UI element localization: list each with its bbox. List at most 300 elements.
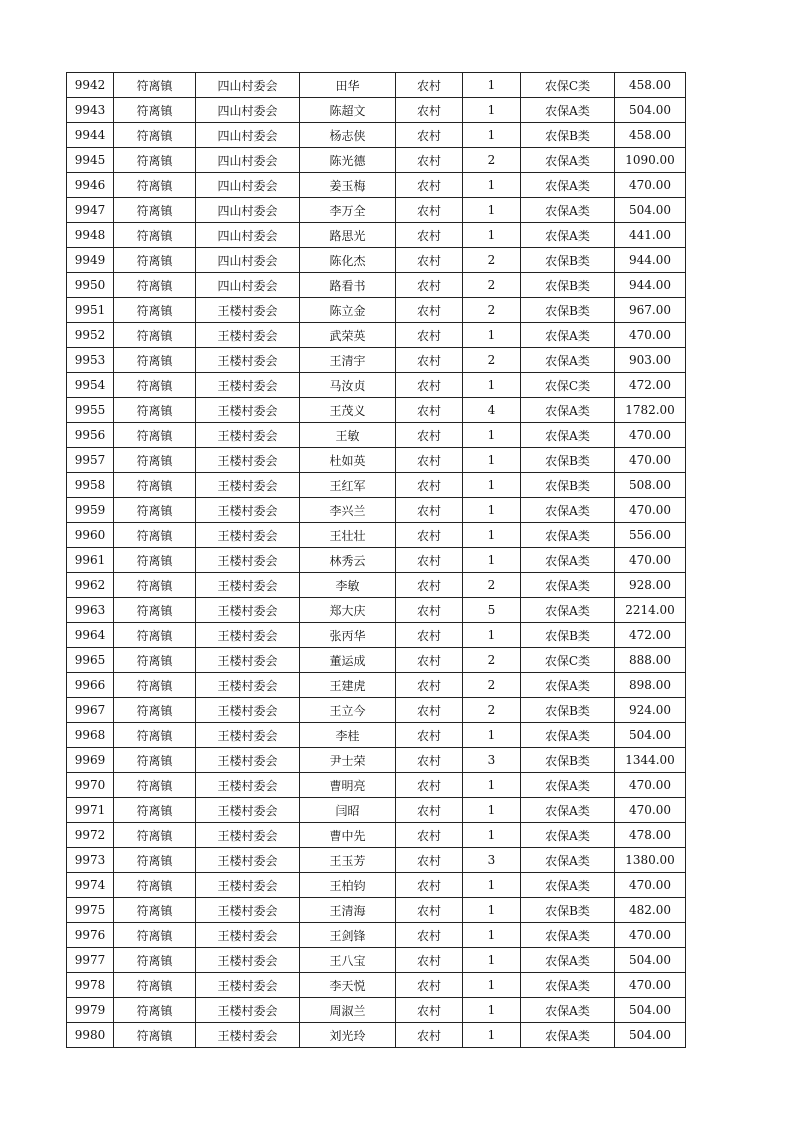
member-count-cell: 1 bbox=[463, 823, 521, 848]
town-cell: 符离镇 bbox=[114, 598, 196, 623]
category-cell: 农保A类 bbox=[521, 823, 615, 848]
village-cell: 王楼村委会 bbox=[196, 623, 300, 648]
village-cell: 王楼村委会 bbox=[196, 298, 300, 323]
table-row bbox=[67, 923, 686, 948]
member-count-cell: 1 bbox=[463, 898, 521, 923]
row-number-cell: 9967 bbox=[67, 698, 114, 723]
town-cell: 符离镇 bbox=[114, 723, 196, 748]
row-number-cell: 9952 bbox=[67, 323, 114, 348]
table-row bbox=[67, 623, 686, 648]
village-cell: 王楼村委会 bbox=[196, 773, 300, 798]
amount-cell: 458.00 bbox=[615, 73, 686, 98]
town-cell: 符离镇 bbox=[114, 848, 196, 873]
village-cell: 王楼村委会 bbox=[196, 473, 300, 498]
table-row bbox=[67, 98, 686, 123]
row-number-cell: 9971 bbox=[67, 798, 114, 823]
household-type-cell: 农村 bbox=[396, 448, 463, 473]
household-type-cell: 农村 bbox=[396, 998, 463, 1023]
row-number-cell: 9945 bbox=[67, 148, 114, 173]
village-cell: 四山村委会 bbox=[196, 223, 300, 248]
town-cell: 符离镇 bbox=[114, 673, 196, 698]
household-type-cell: 农村 bbox=[396, 773, 463, 798]
row-number-cell: 9972 bbox=[67, 823, 114, 848]
table-row bbox=[67, 723, 686, 748]
amount-cell: 504.00 bbox=[615, 723, 686, 748]
village-cell: 四山村委会 bbox=[196, 173, 300, 198]
amount-cell: 504.00 bbox=[615, 948, 686, 973]
category-cell: 农保A类 bbox=[521, 573, 615, 598]
name-cell: 陈化杰 bbox=[300, 248, 396, 273]
table-row bbox=[67, 548, 686, 573]
category-cell: 农保A类 bbox=[521, 873, 615, 898]
town-cell: 符离镇 bbox=[114, 573, 196, 598]
town-cell: 符离镇 bbox=[114, 423, 196, 448]
category-cell: 农保B类 bbox=[521, 123, 615, 148]
member-count-cell: 2 bbox=[463, 348, 521, 373]
town-cell: 符离镇 bbox=[114, 873, 196, 898]
category-cell: 农保A类 bbox=[521, 498, 615, 523]
row-number-cell: 9957 bbox=[67, 448, 114, 473]
village-cell: 王楼村委会 bbox=[196, 523, 300, 548]
category-cell: 农保A类 bbox=[521, 223, 615, 248]
member-count-cell: 1 bbox=[463, 923, 521, 948]
amount-cell: 470.00 bbox=[615, 798, 686, 823]
row-number-cell: 9958 bbox=[67, 473, 114, 498]
town-cell: 符离镇 bbox=[114, 923, 196, 948]
table-row bbox=[67, 348, 686, 373]
row-number-cell: 9948 bbox=[67, 223, 114, 248]
category-cell: 农保B类 bbox=[521, 298, 615, 323]
member-count-cell: 2 bbox=[463, 648, 521, 673]
household-type-cell: 农村 bbox=[396, 723, 463, 748]
name-cell: 闫昭 bbox=[300, 798, 396, 823]
town-cell: 符离镇 bbox=[114, 998, 196, 1023]
town-cell: 符离镇 bbox=[114, 348, 196, 373]
name-cell: 田华 bbox=[300, 73, 396, 98]
category-cell: 农保A类 bbox=[521, 773, 615, 798]
table-row bbox=[67, 148, 686, 173]
village-cell: 王楼村委会 bbox=[196, 748, 300, 773]
village-cell: 王楼村委会 bbox=[196, 698, 300, 723]
name-cell: 周淑兰 bbox=[300, 998, 396, 1023]
table-row bbox=[67, 1023, 686, 1048]
row-number-cell: 9942 bbox=[67, 73, 114, 98]
member-count-cell: 1 bbox=[463, 548, 521, 573]
village-cell: 王楼村委会 bbox=[196, 398, 300, 423]
amount-cell: 1782.00 bbox=[615, 398, 686, 423]
name-cell: 陈超文 bbox=[300, 98, 396, 123]
row-number-cell: 9979 bbox=[67, 998, 114, 1023]
village-cell: 四山村委会 bbox=[196, 73, 300, 98]
member-count-cell: 2 bbox=[463, 573, 521, 598]
village-cell: 王楼村委会 bbox=[196, 898, 300, 923]
row-number-cell: 9954 bbox=[67, 373, 114, 398]
row-number-cell: 9959 bbox=[67, 498, 114, 523]
town-cell: 符离镇 bbox=[114, 73, 196, 98]
village-cell: 王楼村委会 bbox=[196, 948, 300, 973]
town-cell: 符离镇 bbox=[114, 1023, 196, 1048]
member-count-cell: 1 bbox=[463, 723, 521, 748]
name-cell: 曹中先 bbox=[300, 823, 396, 848]
name-cell: 李兴兰 bbox=[300, 498, 396, 523]
row-number-cell: 9980 bbox=[67, 1023, 114, 1048]
row-number-cell: 9947 bbox=[67, 198, 114, 223]
village-cell: 四山村委会 bbox=[196, 98, 300, 123]
town-cell: 符离镇 bbox=[114, 323, 196, 348]
category-cell: 农保A类 bbox=[521, 723, 615, 748]
amount-cell: 2214.00 bbox=[615, 598, 686, 623]
town-cell: 符离镇 bbox=[114, 898, 196, 923]
category-cell: 农保A类 bbox=[521, 1023, 615, 1048]
household-type-cell: 农村 bbox=[396, 123, 463, 148]
name-cell: 王清海 bbox=[300, 898, 396, 923]
town-cell: 符离镇 bbox=[114, 523, 196, 548]
row-number-cell: 9978 bbox=[67, 973, 114, 998]
village-cell: 四山村委会 bbox=[196, 148, 300, 173]
household-type-cell: 农村 bbox=[396, 623, 463, 648]
table-row bbox=[67, 898, 686, 923]
table-row bbox=[67, 998, 686, 1023]
row-number-cell: 9944 bbox=[67, 123, 114, 148]
member-count-cell: 2 bbox=[463, 698, 521, 723]
village-cell: 王楼村委会 bbox=[196, 598, 300, 623]
table-row bbox=[67, 173, 686, 198]
village-cell: 四山村委会 bbox=[196, 273, 300, 298]
amount-cell: 944.00 bbox=[615, 248, 686, 273]
table-row bbox=[67, 648, 686, 673]
town-cell: 符离镇 bbox=[114, 448, 196, 473]
member-count-cell: 2 bbox=[463, 273, 521, 298]
town-cell: 符离镇 bbox=[114, 798, 196, 823]
category-cell: 农保B类 bbox=[521, 698, 615, 723]
row-number-cell: 9974 bbox=[67, 873, 114, 898]
name-cell: 李桂 bbox=[300, 723, 396, 748]
name-cell: 陈立金 bbox=[300, 298, 396, 323]
category-cell: 农保A类 bbox=[521, 798, 615, 823]
category-cell: 农保A类 bbox=[521, 523, 615, 548]
amount-cell: 470.00 bbox=[615, 873, 686, 898]
town-cell: 符离镇 bbox=[114, 498, 196, 523]
town-cell: 符离镇 bbox=[114, 948, 196, 973]
household-type-cell: 农村 bbox=[396, 73, 463, 98]
household-type-cell: 农村 bbox=[396, 373, 463, 398]
household-type-cell: 农村 bbox=[396, 1023, 463, 1048]
category-cell: 农保B类 bbox=[521, 473, 615, 498]
table-row bbox=[67, 748, 686, 773]
household-type-cell: 农村 bbox=[396, 798, 463, 823]
name-cell: 王八宝 bbox=[300, 948, 396, 973]
name-cell: 尹士荣 bbox=[300, 748, 396, 773]
table-row bbox=[67, 848, 686, 873]
table-row bbox=[67, 798, 686, 823]
category-cell: 农保A类 bbox=[521, 998, 615, 1023]
amount-cell: 888.00 bbox=[615, 648, 686, 673]
row-number-cell: 9970 bbox=[67, 773, 114, 798]
category-cell: 农保A类 bbox=[521, 973, 615, 998]
category-cell: 农保A类 bbox=[521, 848, 615, 873]
name-cell: 马汝贞 bbox=[300, 373, 396, 398]
row-number-cell: 9963 bbox=[67, 598, 114, 623]
name-cell: 姜玉梅 bbox=[300, 173, 396, 198]
amount-cell: 903.00 bbox=[615, 348, 686, 373]
member-count-cell: 1 bbox=[463, 773, 521, 798]
category-cell: 农保C类 bbox=[521, 73, 615, 98]
amount-cell: 504.00 bbox=[615, 98, 686, 123]
category-cell: 农保A类 bbox=[521, 173, 615, 198]
village-cell: 王楼村委会 bbox=[196, 373, 300, 398]
village-cell: 王楼村委会 bbox=[196, 798, 300, 823]
town-cell: 符离镇 bbox=[114, 823, 196, 848]
amount-cell: 504.00 bbox=[615, 1023, 686, 1048]
table-row bbox=[67, 373, 686, 398]
table-row bbox=[67, 223, 686, 248]
village-cell: 四山村委会 bbox=[196, 248, 300, 273]
name-cell: 王玉芳 bbox=[300, 848, 396, 873]
member-count-cell: 1 bbox=[463, 1023, 521, 1048]
table-row bbox=[67, 673, 686, 698]
village-cell: 王楼村委会 bbox=[196, 923, 300, 948]
member-count-cell: 1 bbox=[463, 198, 521, 223]
town-cell: 符离镇 bbox=[114, 98, 196, 123]
amount-cell: 478.00 bbox=[615, 823, 686, 848]
table-row bbox=[67, 273, 686, 298]
category-cell: 农保A类 bbox=[521, 348, 615, 373]
village-cell: 四山村委会 bbox=[196, 123, 300, 148]
household-type-cell: 农村 bbox=[396, 148, 463, 173]
name-cell: 杜如英 bbox=[300, 448, 396, 473]
row-number-cell: 9955 bbox=[67, 398, 114, 423]
member-count-cell: 1 bbox=[463, 998, 521, 1023]
row-number-cell: 9969 bbox=[67, 748, 114, 773]
town-cell: 符离镇 bbox=[114, 123, 196, 148]
amount-cell: 898.00 bbox=[615, 673, 686, 698]
town-cell: 符离镇 bbox=[114, 198, 196, 223]
amount-cell: 1090.00 bbox=[615, 148, 686, 173]
household-type-cell: 农村 bbox=[396, 473, 463, 498]
village-cell: 王楼村委会 bbox=[196, 498, 300, 523]
amount-cell: 504.00 bbox=[615, 998, 686, 1023]
member-count-cell: 3 bbox=[463, 748, 521, 773]
member-count-cell: 4 bbox=[463, 398, 521, 423]
household-type-cell: 农村 bbox=[396, 898, 463, 923]
village-cell: 王楼村委会 bbox=[196, 323, 300, 348]
category-cell: 农保A类 bbox=[521, 948, 615, 973]
village-cell: 王楼村委会 bbox=[196, 423, 300, 448]
row-number-cell: 9961 bbox=[67, 548, 114, 573]
name-cell: 王柏钧 bbox=[300, 873, 396, 898]
table-row bbox=[67, 398, 686, 423]
household-type-cell: 农村 bbox=[396, 98, 463, 123]
village-cell: 王楼村委会 bbox=[196, 823, 300, 848]
category-cell: 农保A类 bbox=[521, 673, 615, 698]
subsidy-table bbox=[66, 72, 686, 1048]
table-row bbox=[67, 823, 686, 848]
row-number-cell: 9973 bbox=[67, 848, 114, 873]
member-count-cell: 1 bbox=[463, 948, 521, 973]
village-cell: 王楼村委会 bbox=[196, 973, 300, 998]
name-cell: 张丙华 bbox=[300, 623, 396, 648]
town-cell: 符离镇 bbox=[114, 623, 196, 648]
household-type-cell: 农村 bbox=[396, 198, 463, 223]
name-cell: 王立今 bbox=[300, 698, 396, 723]
household-type-cell: 农村 bbox=[396, 873, 463, 898]
household-type-cell: 农村 bbox=[396, 348, 463, 373]
town-cell: 符离镇 bbox=[114, 973, 196, 998]
village-cell: 王楼村委会 bbox=[196, 1023, 300, 1048]
name-cell: 李万全 bbox=[300, 198, 396, 223]
household-type-cell: 农村 bbox=[396, 973, 463, 998]
row-number-cell: 9966 bbox=[67, 673, 114, 698]
table-row bbox=[67, 423, 686, 448]
table-row bbox=[67, 598, 686, 623]
member-count-cell: 1 bbox=[463, 523, 521, 548]
household-type-cell: 农村 bbox=[396, 298, 463, 323]
name-cell: 路思光 bbox=[300, 223, 396, 248]
row-number-cell: 9975 bbox=[67, 898, 114, 923]
amount-cell: 470.00 bbox=[615, 323, 686, 348]
row-number-cell: 9964 bbox=[67, 623, 114, 648]
category-cell: 农保A类 bbox=[521, 548, 615, 573]
name-cell: 王红军 bbox=[300, 473, 396, 498]
name-cell: 王茂义 bbox=[300, 398, 396, 423]
row-number-cell: 9946 bbox=[67, 173, 114, 198]
village-cell: 王楼村委会 bbox=[196, 548, 300, 573]
name-cell: 王壮壮 bbox=[300, 523, 396, 548]
village-cell: 王楼村委会 bbox=[196, 998, 300, 1023]
category-cell: 农保A类 bbox=[521, 98, 615, 123]
name-cell: 林秀云 bbox=[300, 548, 396, 573]
amount-cell: 470.00 bbox=[615, 448, 686, 473]
category-cell: 农保A类 bbox=[521, 148, 615, 173]
name-cell: 刘光玲 bbox=[300, 1023, 396, 1048]
household-type-cell: 农村 bbox=[396, 248, 463, 273]
category-cell: 农保B类 bbox=[521, 248, 615, 273]
category-cell: 农保B类 bbox=[521, 623, 615, 648]
amount-cell: 967.00 bbox=[615, 298, 686, 323]
household-type-cell: 农村 bbox=[396, 573, 463, 598]
amount-cell: 470.00 bbox=[615, 923, 686, 948]
town-cell: 符离镇 bbox=[114, 248, 196, 273]
amount-cell: 470.00 bbox=[615, 498, 686, 523]
town-cell: 符离镇 bbox=[114, 648, 196, 673]
row-number-cell: 9960 bbox=[67, 523, 114, 548]
member-count-cell: 2 bbox=[463, 148, 521, 173]
amount-cell: 924.00 bbox=[615, 698, 686, 723]
row-number-cell: 9976 bbox=[67, 923, 114, 948]
name-cell: 郑大庆 bbox=[300, 598, 396, 623]
household-type-cell: 农村 bbox=[396, 923, 463, 948]
household-type-cell: 农村 bbox=[396, 398, 463, 423]
household-type-cell: 农村 bbox=[396, 598, 463, 623]
town-cell: 符离镇 bbox=[114, 373, 196, 398]
village-cell: 王楼村委会 bbox=[196, 873, 300, 898]
name-cell: 王建虎 bbox=[300, 673, 396, 698]
row-number-cell: 9953 bbox=[67, 348, 114, 373]
table-row bbox=[67, 248, 686, 273]
member-count-cell: 1 bbox=[463, 973, 521, 998]
name-cell: 李敏 bbox=[300, 573, 396, 598]
member-count-cell: 1 bbox=[463, 473, 521, 498]
amount-cell: 944.00 bbox=[615, 273, 686, 298]
amount-cell: 928.00 bbox=[615, 573, 686, 598]
amount-cell: 1344.00 bbox=[615, 748, 686, 773]
category-cell: 农保A类 bbox=[521, 398, 615, 423]
household-type-cell: 农村 bbox=[396, 498, 463, 523]
category-cell: 农保B类 bbox=[521, 448, 615, 473]
amount-cell: 458.00 bbox=[615, 123, 686, 148]
member-count-cell: 2 bbox=[463, 248, 521, 273]
member-count-cell: 2 bbox=[463, 298, 521, 323]
category-cell: 农保B类 bbox=[521, 748, 615, 773]
household-type-cell: 农村 bbox=[396, 223, 463, 248]
household-type-cell: 农村 bbox=[396, 823, 463, 848]
table-row bbox=[67, 473, 686, 498]
name-cell: 武荣英 bbox=[300, 323, 396, 348]
table-row bbox=[67, 298, 686, 323]
town-cell: 符离镇 bbox=[114, 173, 196, 198]
category-cell: 农保A类 bbox=[521, 598, 615, 623]
amount-cell: 1380.00 bbox=[615, 848, 686, 873]
town-cell: 符离镇 bbox=[114, 298, 196, 323]
amount-cell: 508.00 bbox=[615, 473, 686, 498]
member-count-cell: 1 bbox=[463, 98, 521, 123]
category-cell: 农保B类 bbox=[521, 273, 615, 298]
name-cell: 陈光德 bbox=[300, 148, 396, 173]
category-cell: 农保A类 bbox=[521, 423, 615, 448]
member-count-cell: 5 bbox=[463, 598, 521, 623]
table-row bbox=[67, 198, 686, 223]
category-cell: 农保A类 bbox=[521, 198, 615, 223]
village-cell: 四山村委会 bbox=[196, 198, 300, 223]
name-cell: 路看书 bbox=[300, 273, 396, 298]
name-cell: 王剑锋 bbox=[300, 923, 396, 948]
row-number-cell: 9968 bbox=[67, 723, 114, 748]
member-count-cell: 1 bbox=[463, 73, 521, 98]
category-cell: 农保B类 bbox=[521, 898, 615, 923]
household-type-cell: 农村 bbox=[396, 948, 463, 973]
row-number-cell: 9950 bbox=[67, 273, 114, 298]
table-body bbox=[67, 73, 686, 1048]
town-cell: 符离镇 bbox=[114, 148, 196, 173]
town-cell: 符离镇 bbox=[114, 748, 196, 773]
town-cell: 符离镇 bbox=[114, 473, 196, 498]
village-cell: 王楼村委会 bbox=[196, 848, 300, 873]
household-type-cell: 农村 bbox=[396, 173, 463, 198]
amount-cell: 470.00 bbox=[615, 548, 686, 573]
member-count-cell: 1 bbox=[463, 423, 521, 448]
member-count-cell: 1 bbox=[463, 373, 521, 398]
member-count-cell: 1 bbox=[463, 798, 521, 823]
row-number-cell: 9943 bbox=[67, 98, 114, 123]
table-row bbox=[67, 123, 686, 148]
amount-cell: 504.00 bbox=[615, 198, 686, 223]
town-cell: 符离镇 bbox=[114, 773, 196, 798]
member-count-cell: 1 bbox=[463, 123, 521, 148]
household-type-cell: 农村 bbox=[396, 848, 463, 873]
town-cell: 符离镇 bbox=[114, 698, 196, 723]
amount-cell: 470.00 bbox=[615, 173, 686, 198]
name-cell: 董运成 bbox=[300, 648, 396, 673]
member-count-cell: 1 bbox=[463, 323, 521, 348]
table-row bbox=[67, 573, 686, 598]
household-type-cell: 农村 bbox=[396, 648, 463, 673]
town-cell: 符离镇 bbox=[114, 398, 196, 423]
household-type-cell: 农村 bbox=[396, 523, 463, 548]
household-type-cell: 农村 bbox=[396, 698, 463, 723]
household-type-cell: 农村 bbox=[396, 423, 463, 448]
amount-cell: 472.00 bbox=[615, 623, 686, 648]
category-cell: 农保C类 bbox=[521, 373, 615, 398]
